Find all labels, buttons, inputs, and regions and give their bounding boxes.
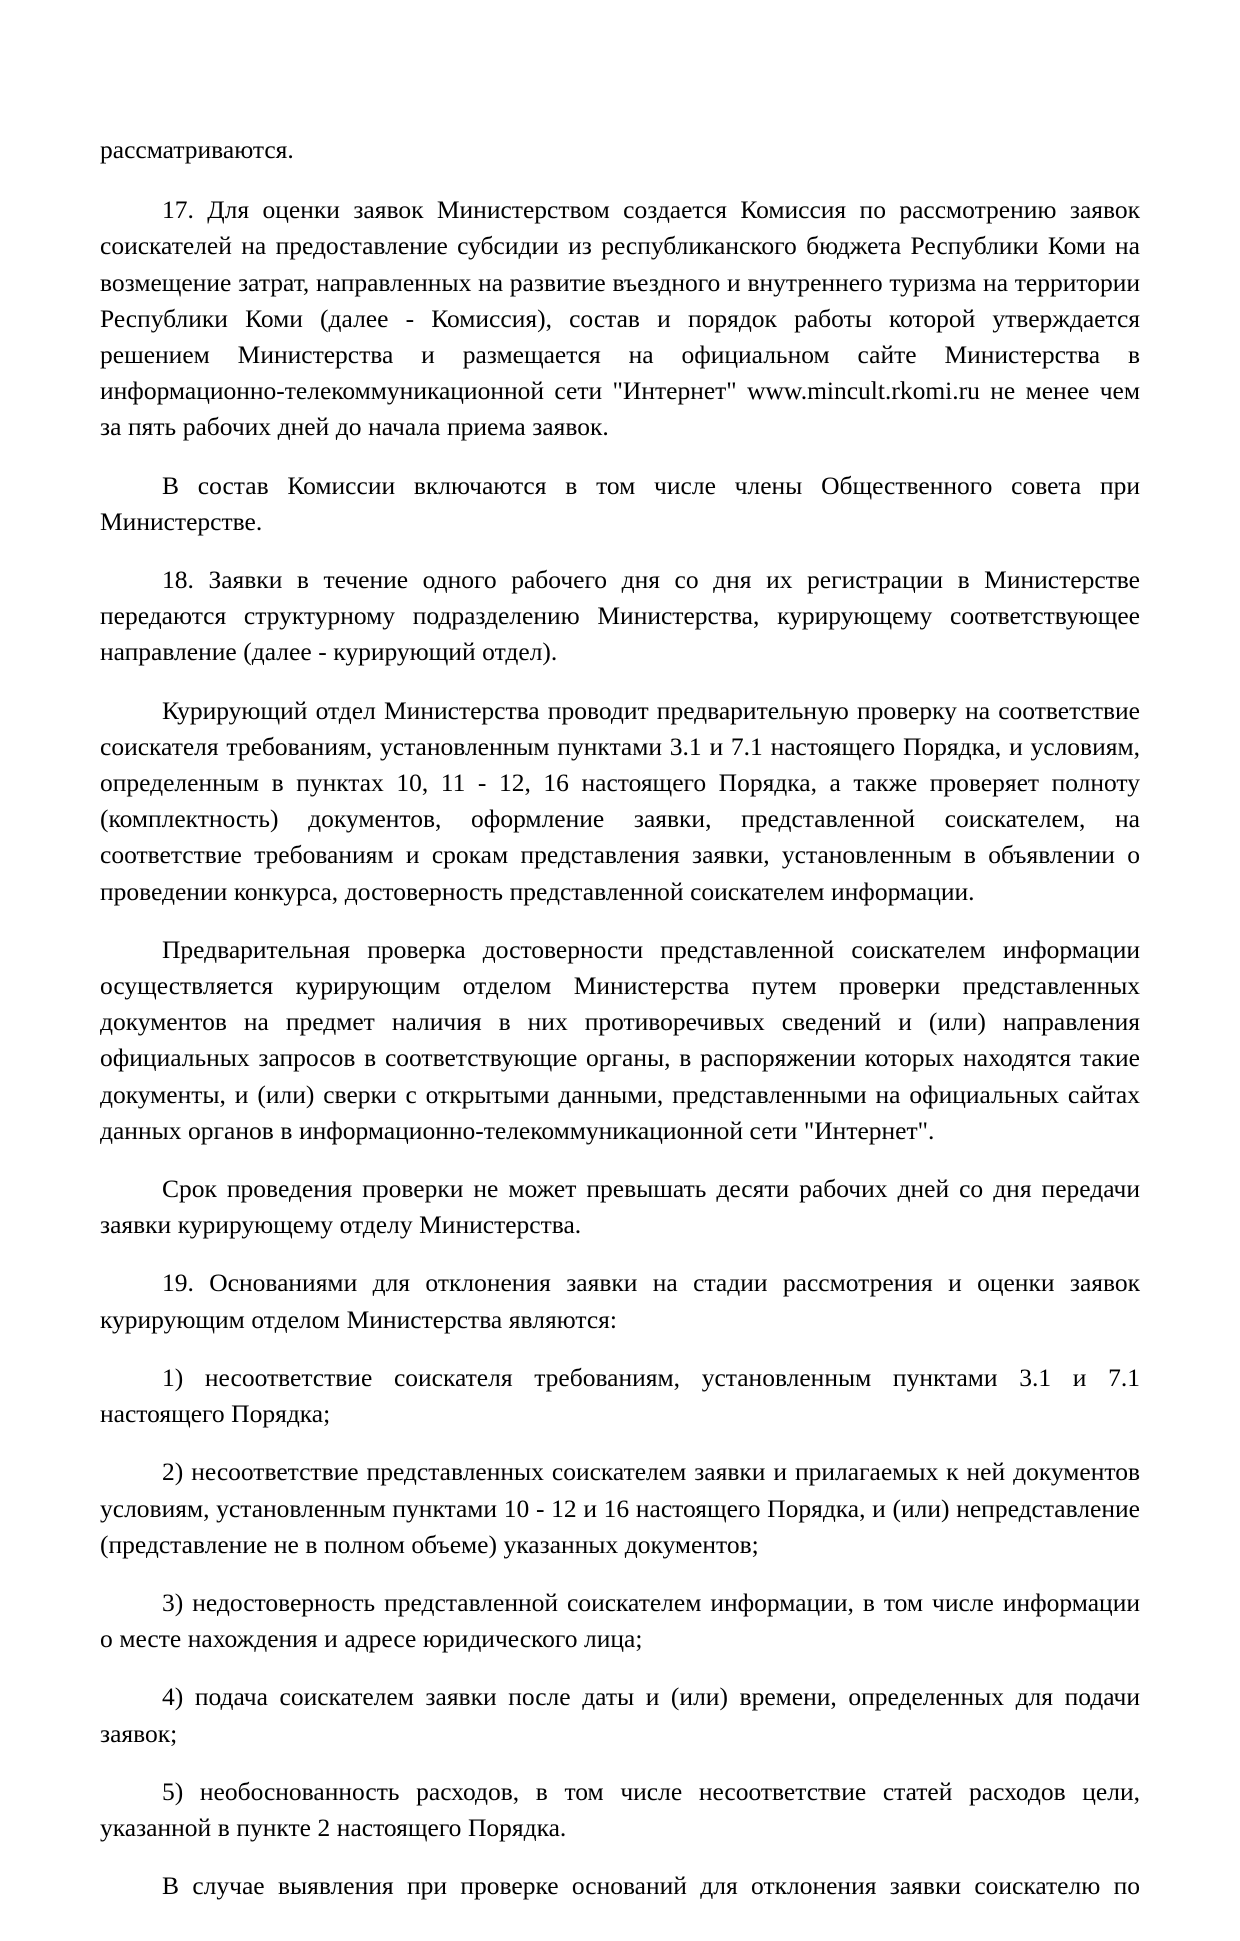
- paragraph-spacer: [100, 1338, 1140, 1360]
- page-body-text: [100, 132, 1140, 1941]
- paragraph-spacer: [100, 168, 1140, 192]
- paragraph-item-18-term: Срок проведения проверки не может превышать десяти рабочих дней со дня передачи заявки курирующему отделу Министерства.: [100, 1174, 1140, 1240]
- paragraph-spacer: [100, 540, 1140, 562]
- paragraph-spacer: [100, 1432, 1140, 1454]
- paragraph-continuation-line: рассматриваются.: [100, 135, 294, 164]
- paragraph-item-17-note: В состав Комиссии включаются в том числе члены Общественного совета при Министерстве.: [100, 470, 1140, 536]
- list-item-19-4: 4) подача соискателем заявки после даты и (или) времени, определенных для подачи заявок;: [100, 1682, 1140, 1748]
- paragraph-item-18-verification: Предварительная проверка достоверности представленной соискателем информации осуществляется курирующим отделом Министерства путем проверки представленных документов на предмет наличия в них противоречивых сведений и (или) направления официальных запросов в соответствующие органы, в распоряжении которых находятся такие документы, и (или) сверки с открытыми данными, представленными на официальных сайтах данных органов в информационно-телекоммуникационной сети "Интернет".: [100, 934, 1140, 1145]
- paragraph-spacer: [100, 1563, 1140, 1585]
- paragraph-spacer: [100, 1243, 1140, 1265]
- list-item-19-5: 5) необоснованность расходов, в том числе несоответствие статей расходов цели, указанной в пункте 2 настоящего Порядка.: [100, 1776, 1140, 1842]
- paragraph-spacer: [100, 446, 1140, 468]
- paragraph-spacer: [100, 1149, 1140, 1171]
- paragraph-spacer: [100, 671, 1140, 693]
- paragraph-item-18-preliminary-check: Курирующий отдел Министерства проводит предварительную проверку на соответствие соискателя требованиям, установленным пунктами 3.1 и 7.1 настоящего Порядка, и условиям, определенным в пунктах 10, 11 - 12, 16 настоящего Порядка, а также проверяет полноту (комплектность) документов, оформление заявки, представленной соискателем, на соответствие требованиям и срокам представления заявки, установленным в объявлении о проведении конкурса, достоверность представленной соискателем информации.: [100, 695, 1140, 906]
- paragraph-spacer: [100, 1657, 1140, 1679]
- paragraph-item-17: 17. Для оценки заявок Министерством создается Комиссия по рассмотрению заявок соискателей на предоставление субсидии из республиканского бюджета Республики Коми на возмещение затрат, направленных на развитие въездного и внутреннего туризма на территории Республики Коми (далее - Комиссия), состав и порядок работы которой утверждается решением Министерства и размещается на официальном сайте Министерства в информационно-телекоммуникационной сети "Интернет" www.mincult.rkomi.ru не менее чем за пять рабочих дней до начала приема заявок.: [100, 195, 1140, 442]
- paragraph-item-19: 19. Основаниями для отклонения заявки на стадии рассмотрения и оценки заявок курирующим отделом Министерства являются:: [100, 1268, 1140, 1334]
- paragraph-spacer: [100, 1752, 1140, 1774]
- paragraph-spacer: [100, 1846, 1140, 1868]
- list-item-19-2: 2) несоответствие представленных соискателем заявки и прилагаемых к ней документов условиям, установленным пунктами 10 - 12 и 16 настоящего Порядка, и (или) непредставление (представление не в полном объеме) указанных документов;: [100, 1457, 1140, 1559]
- paragraph-closing-partial: В случае выявления при проверке оснований для отклонения заявки соискателю по: [162, 1871, 1140, 1901]
- paragraph-spacer: [100, 910, 1140, 932]
- list-item-19-1: 1) несоответствие соискателя требованиям, установленным пунктами 3.1 и 7.1 настоящего Порядка;: [100, 1362, 1140, 1429]
- paragraph-item-18: 18. Заявки в течение одного рабочего дня со дня их регистрации в Министерстве передаются структурному подразделению Министерства, курирующему соответствующее направление (далее - курирующий отдел).: [100, 565, 1140, 667]
- list-item-19-3: 3) недостоверность представленной соискателем информации, в том числе информации о месте нахождения и адресе юридического лица;: [100, 1587, 1140, 1654]
